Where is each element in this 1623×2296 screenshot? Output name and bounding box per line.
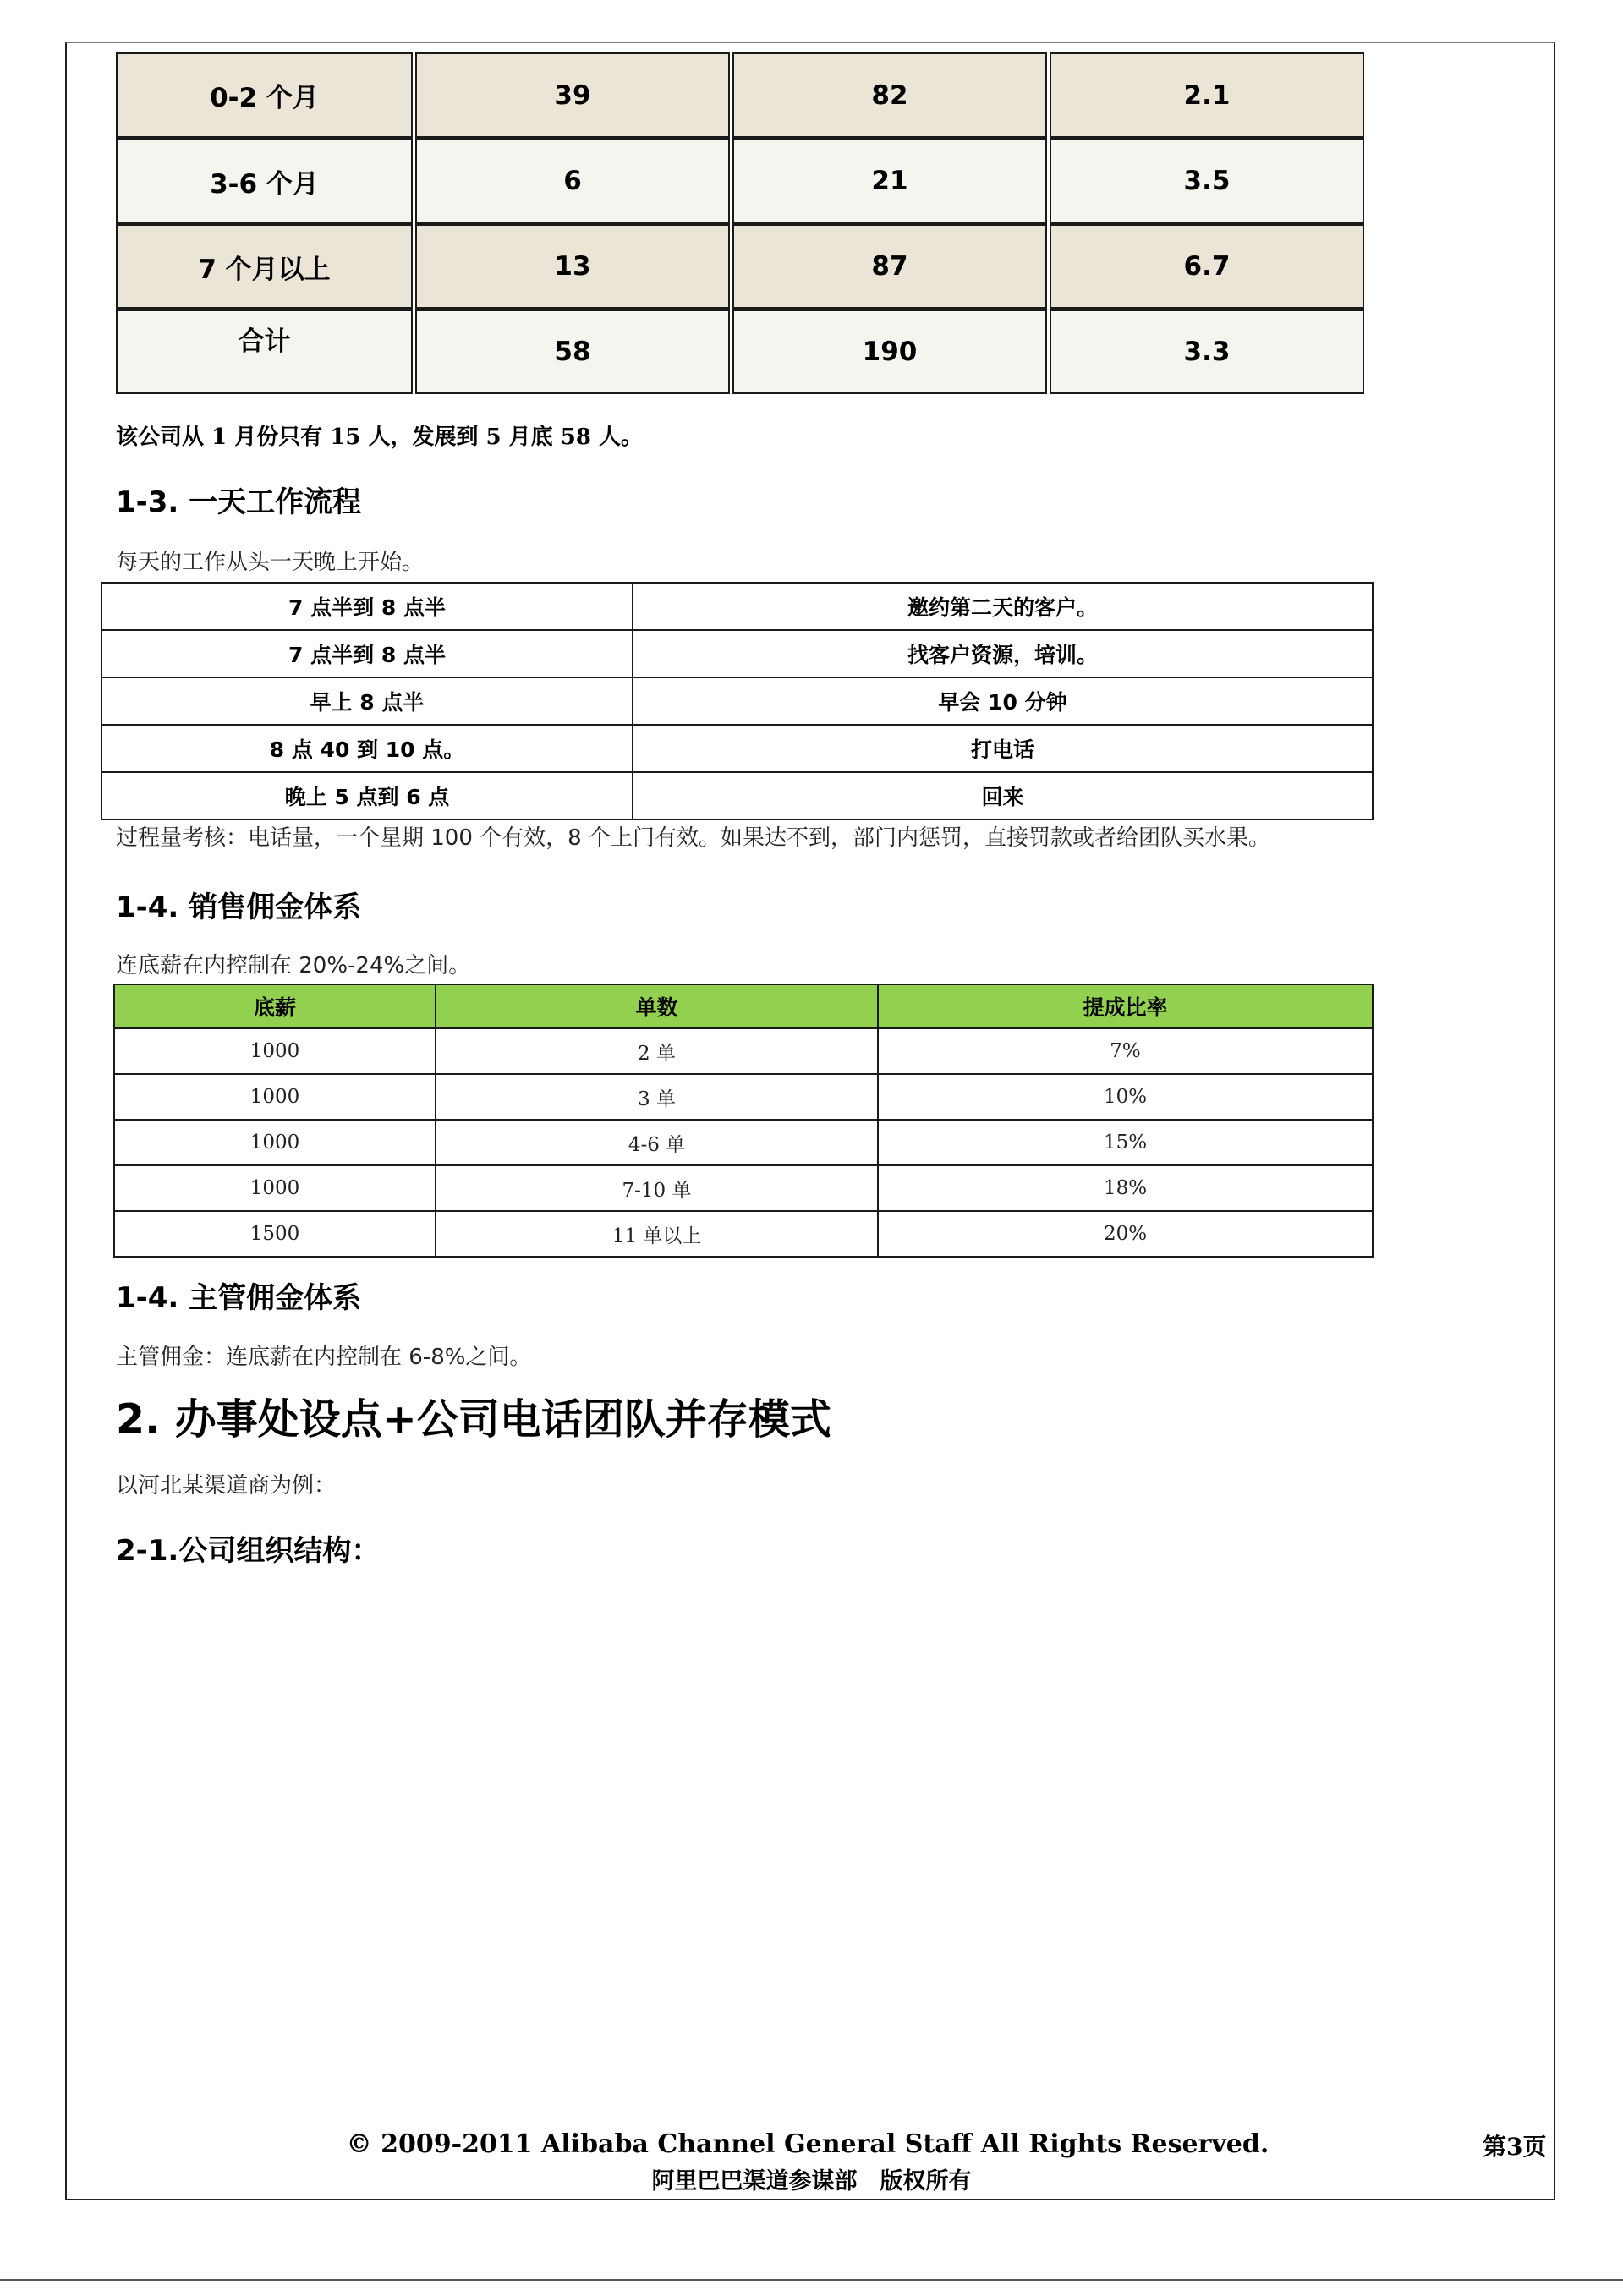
table-row [101,630,1373,677]
table-row [116,223,1364,309]
daily-schedule-table [101,582,1374,820]
table-cell: 18% [878,1165,1373,1211]
table-cell: 39 [415,52,730,138]
table-row [114,1165,1373,1211]
table-cell: 2.1 [1050,52,1364,138]
column-header: 单数 [436,984,878,1028]
table-cell: 合计 [116,309,413,394]
manager-commission-heading: 1-4. 主管佣金体系 [116,1281,362,1315]
table-cell: 1000 [114,1074,436,1120]
table-cell: 13 [415,223,730,309]
schedule-time: 早上 8 点半 [101,677,633,725]
table-cell: 4-6 单 [436,1120,878,1165]
table-cell: 7-10 单 [436,1165,878,1211]
column-header: 提成比率 [878,984,1373,1028]
manager-commission-text: 主管佣金：连底薪在内控制在 6-8%之间。 [116,1345,532,1370]
table-row [101,583,1373,630]
table-cell: 11 单以上 [436,1211,878,1257]
table-cell: 6.7 [1050,223,1364,309]
table-row [116,138,1364,223]
tenure-stats-table [113,52,1367,394]
table-cell: 82 [732,52,1047,138]
table-cell: 58 [415,309,730,394]
table-cell: 87 [732,223,1047,309]
table-cell: 3.5 [1050,138,1364,223]
table-cell: 7% [878,1028,1373,1074]
table-cell: 3.3 [1050,309,1364,394]
table-row [114,1074,1373,1120]
schedule-time: 晚上 5 点到 6 点 [101,772,633,819]
footer-copyright: © 2009-2011 Alibaba Channel General Staff All Rights Reserved. [346,2129,1269,2159]
table-cell: 3-6 个月 [116,138,413,223]
table-row [114,1211,1373,1257]
table-cell: 1500 [114,1211,436,1257]
table-header-row [114,984,1373,1028]
table-cell: 20% [878,1211,1373,1257]
schedule-task: 回来 [633,772,1373,819]
table-cell: 1000 [114,1165,436,1211]
table-cell: 6 [415,138,730,223]
table-row [116,52,1364,138]
schedule-task: 早会 10 分钟 [633,677,1373,725]
growth-note: 该公司从 1 月份只有 15 人，发展到 5 月底 58 人。 [116,425,643,450]
schedule-task: 邀约第二天的客户。 [633,583,1373,630]
table-cell: 3 单 [436,1074,878,1120]
table-row [101,725,1373,772]
table-row [101,677,1373,725]
workflow-intro: 每天的工作从头一天晚上开始。 [116,550,425,575]
workflow-heading: 1-3. 一天工作流程 [116,485,362,519]
table-cell: 10% [878,1074,1373,1120]
divider [0,2279,1623,2281]
table-cell: 1000 [114,1120,436,1165]
column-header: 底薪 [114,984,436,1028]
table-cell: 0-2 个月 [116,52,413,138]
table-row [114,1028,1373,1074]
table-cell: 1000 [114,1028,436,1074]
sales-commission-intro: 连底薪在内控制在 20%-24%之间。 [116,953,471,978]
assessment-text: 过程量考核：电话量，一个星期 100 个有效，8 个上门有效。如果达不到，部门内惩罚，直接罚款或者给团队买水果。 [116,825,1270,851]
schedule-task: 打电话 [633,725,1373,772]
section-2-heading: 2. 办事处设点+公司电话团队并存模式 [116,1395,831,1444]
table-row [101,772,1373,819]
section-2-intro: 以河北某渠道商为例： [116,1473,337,1499]
table-row-total [116,309,1364,394]
sales-commission-heading: 1-4. 销售佣金体系 [116,890,362,924]
schedule-time: 7 点半到 8 点半 [101,583,633,630]
table-cell: 15% [878,1120,1373,1165]
schedule-time: 7 点半到 8 点半 [101,630,633,677]
table-row [114,1120,1373,1165]
table-cell: 190 [732,309,1047,394]
table-cell: 2 单 [436,1028,878,1074]
page-number: 第3页 [1483,2133,1547,2161]
org-structure-heading: 2-1.公司组织结构： [116,1534,381,1568]
table-cell: 21 [732,138,1047,223]
footer-rights-cn: 阿里巴巴渠道参谋部 版权所有 [651,2168,972,2195]
sales-commission-table [113,984,1374,1258]
table-cell: 7 个月以上 [116,223,413,309]
schedule-task: 找客户资源，培训。 [633,630,1373,677]
schedule-time: 8 点 40 到 10 点。 [101,725,633,772]
